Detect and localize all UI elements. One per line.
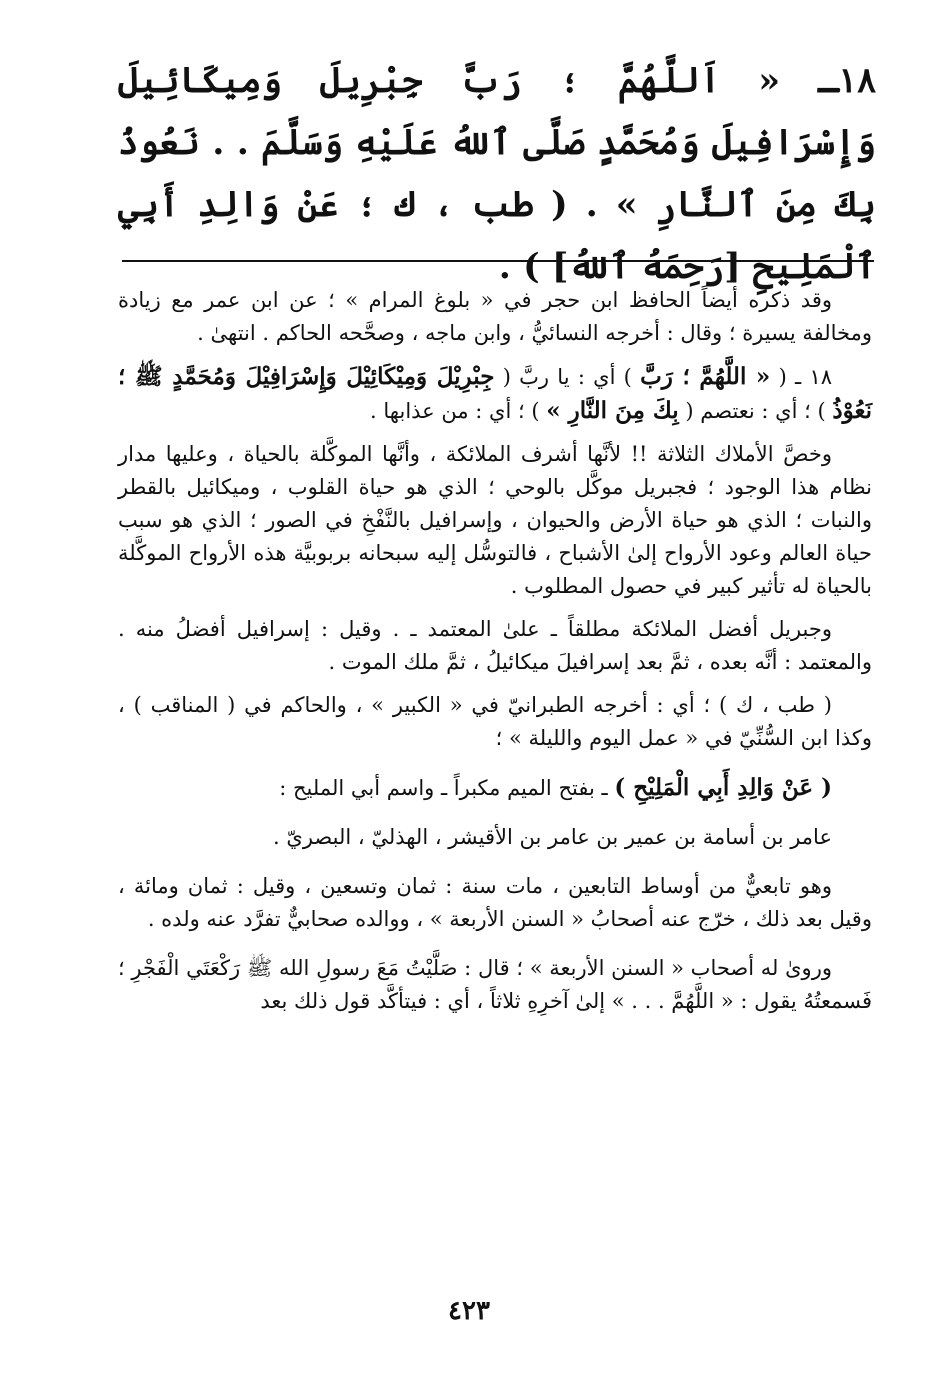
p6-rest: ـ بفتح الميم مكبراً ـ واسم أبي المليح : <box>279 776 608 800</box>
commentary-paragraph-1: وقد ذكره أيضاً الحافظ ابن حجر في « بلوغ المرام » ؛ عن ابن عمر مع زيادة ومخالفة يسيرة ؛ وقال : أخرجه النسائيُّ ، وابن ماجه ، وصحَّحه الحاكم . انتهىٰ . <box>118 288 872 345</box>
p2-quoted-3: بِكَ مِنَ النَّارِ » <box>546 397 679 424</box>
page-number: ٤٢٣ <box>448 1296 490 1326</box>
footnote-separator <box>122 260 874 262</box>
commentary-paragraph-2 <box>118 360 872 428</box>
commentary-paragraph-7: عامر بن أسامة بن عمير بن عامر بن الأقيشر ، الهذليّ ، البصريّ . <box>273 825 832 849</box>
p2-quoted-2: جِبْرِيْلَ وَمِيْكَائِيْلَ وَإِسْرَافِيْلَ وَمُحَمَّدٍ ﷺ ؛ نَعُوْذُ <box>118 363 872 424</box>
p2-prefix: ١٨ ـ ( <box>778 365 833 389</box>
commentary-paragraph-4: وجبريل أفضل الملائكة مطلقاً ـ علىٰ المعتمد ـ . وقيل : إسرافيل أفضلُ منه . والمعتمد : أنَّه بعده ، ثمَّ بعد إسرافيلَ ميكائيلُ ، ثمَّ ملك الموت . <box>118 617 872 674</box>
hadith-text: ١٨ـ « اَللَّهُمَّ ؛ رَبَّ جِبْرِيلَ وَمِيكَائِيلَ وَإِسْرَافِيلَ وَمُحَمَّدٍ صَلَّى ٱللهُ عَلَيْهِ وَسَلَّمَ . . نَعُوذُ بِكَ مِنَ ٱلنَّارِ » . ( طب ، ك ؛ عَنْ وَالِدِ أَبِي ٱلْمَلِيحِ [رَحِمَهُ ٱللهُ] ) . <box>118 60 876 287</box>
commentary-paragraph-5: ( طب ، ك ) ؛ أي : أخرجه الطبرانيّ في « الكبير » ، والحاكم في ( المناقب ) ، وكذا ابن السُّنِّيّ في « عمل اليوم والليلة » ؛ <box>118 693 872 750</box>
commentary-paragraph-3: وخصَّ الأملاك الثلاثة !! لأنَّها أشرف الملائكة ، وأنَّها الموكَّلة بالحياة ، وعليها مدار نظام هذا الوجود ؛ فجبريل موكَّل بالوحي ؛ الذي هو حياة القلوب ، وميكائيل بالقطر والنبات ؛ الذي هو حياة الأرض والحيوان ، وإسرافيل بالنَّفْخِ في الصور ؛ الذي هو سبب حياة العالم وعود الأرواح إلىٰ الأشباح ، فالتوسُّل إليه سبحانه بربوبيَّة هذه الأرواح الموكَّلة بالحياة له تأثير كبير في حصول المطلوب . <box>118 442 872 598</box>
commentary-paragraph-9: وروىٰ له أصحاب « السنن الأربعة » ؛ قال : صَلَّيْتُ مَعَ رسولِ الله ﷺ رَكْعَتَي الْفَجْرِ ؛ فَسمعتُهُ يقول : « اللَّهُمَّ . . . » إلىٰ آخرِهِ ثلاثاً ، أي : فيتأكَّد قول ذلك بعد <box>118 956 872 1013</box>
p2-middle-2: ) ؛ أي : نعتصم ( <box>685 399 826 423</box>
p2-suffix: ) ؛ أي : من عذابها . <box>370 399 540 423</box>
commentary-paragraph-6 <box>118 771 872 805</box>
p6-quoted: ( عَنْ وَالِدِ أَبِي الْمَلِيْحِ ) <box>614 774 832 801</box>
p2-quoted-1: « اللَّهُمَّ ؛ رَبَّ <box>640 363 771 390</box>
commentary-paragraph-8: وهو تابعيٌّ من أوساط التابعين ، مات سنة : ثمان وتسعين ، وقيل : ثمان ومائة ، وقيل بعد ذلك ، خرّج عنه أصحابُ « السنن الأربعة » ، ووالده صحابيٌّ تفرَّد عنه ولده . <box>118 874 872 931</box>
commentary-block <box>118 284 872 1028</box>
p2-middle-1: ) أي : يا ربَّ ( <box>502 365 632 389</box>
